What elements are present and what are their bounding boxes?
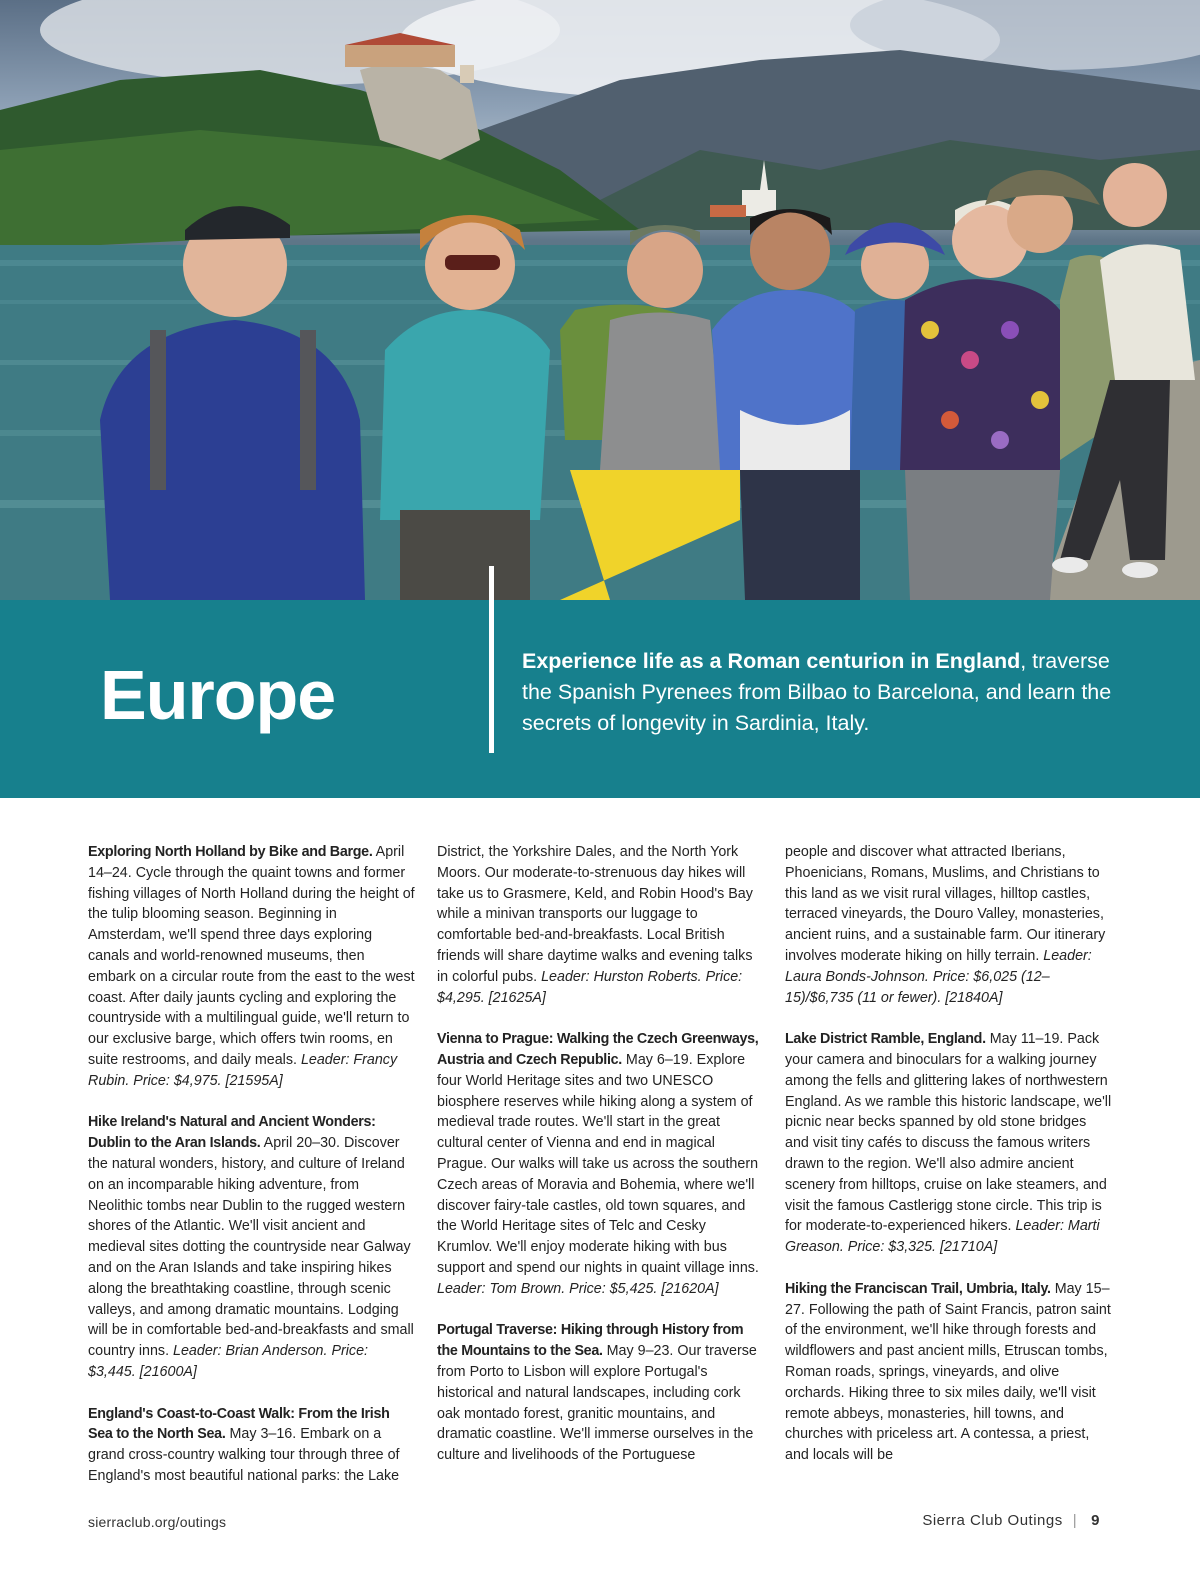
trip-body: May 6–19. Explore four World Heritage sites and two UNESCO biosphere reserves while hiking along a system of medieval trade routes. We'll start in the great cultural center of Vienna and end in magical Prague. Our walks will take us across the southern Czech areas of Moravia and Bohemia, where we'll discover fairy-tale castles, old town squares, and the World Heritage sites of Telc and Cesky Krumlov. We'll enjoy moderate hiking with bus support and spend our nights in quaint village inns.: [437, 1051, 759, 1276]
publication-name: Sierra Club Outings: [922, 1512, 1063, 1529]
trip-body-continued: District, the Yorkshire Dales, and the North York Moors. Our moderate-to-strenuous day hikes will take us to Grasmere, Keld, and Robin Hood's Bay while a minivan transports our luggage to comfortable bed-and-breakfasts. Local British friends will share daytime walks and evening talks in colorful pubs.: [437, 844, 753, 985]
trip-details: Leader: Laura Bonds-Johnson. Price: $6,025 (12–15)/$6,735 (11 or fewer). [21840A]: [785, 947, 1092, 1006]
divider-rule: [489, 566, 494, 753]
trip-listing: [88, 1112, 416, 1382]
trip-listing: [88, 842, 416, 1092]
trip-title: Portugal Traverse: Hiking through History from the Mountains to the Sea.: [437, 1322, 744, 1360]
trip-listing: [785, 1279, 1113, 1466]
article-column-1: [88, 842, 416, 1508]
trip-listing: [785, 1029, 1113, 1258]
trip-body-start: May 9–23. Our traverse from Porto to Lisbon will explore Portugal's historical and natural landscapes, including cork oak montado forest, granitic mountains, and dramatic coastline. We'll immerse ourselves in the culture and livelihoods of the Portuguese: [437, 1343, 757, 1464]
trip-body: April 14–24. Cycle through the quaint towns and former fishing villages of North Holland during the height of the tulip blooming season. Beginning in Amsterdam, we'll spend three days exploring canals and world-renowned museums, then embark on a circular route from the east to the west coast. After daily jaunts cycling and exploring the countryside with a multilingual guide, we'll return to our exclusive barge, which offers twin rooms, en suite restrooms, and daily meals.: [88, 844, 415, 1068]
section-title: Europe: [100, 656, 336, 734]
trip-body: May 15–27. Following the path of Saint Francis, patron saint of the environment, we'll hike through forests and wildflowers and past ancient mills, Etruscan tombs, Roman roads, springs, vineyards, and olive orchards. Hiking three to six miles daily, we'll visit remote abbeys, monasteries, hill towns, and churches with priceless art. A contessa, a priest, and locals will be: [785, 1280, 1111, 1464]
intro-highlight: Experience life as a Roman centurion in England: [522, 649, 1021, 673]
trip-details: Leader: Marti Greason. Price: $3,325. [21710A]: [785, 1218, 1100, 1256]
section-banner: [0, 600, 1200, 798]
trip-listing: [88, 1404, 416, 1487]
footer-url: sierraclub.org/outings: [88, 1514, 227, 1530]
trip-listing-continued: [785, 842, 1113, 1008]
trip-details: Leader: Francy Rubin. Price: $4,975. [21595A]: [88, 1051, 398, 1089]
trip-body: May 11–19. Pack your camera and binoculars for a walking journey among the fells and glittering lakes of northwestern England. As we ramble this historic landscape, we'll picnic near becks spanned by old stone bridges and visit tiny cafés to discuss the famous writers drawn to the region. We'll also admire ancient scenery from hilltops, cruise on lake steamers, and visit the famous Castlerigg stone circle. This trip is for moderate-to-experienced hikers.: [785, 1031, 1112, 1235]
hiker-figures: [100, 163, 1195, 600]
page-number: 9: [1091, 1512, 1100, 1529]
trip-title: Hiking the Franciscan Trail, Umbria, Italy.: [785, 1280, 1051, 1297]
trip-title: Hike Ireland's Natural and Ancient Wonders: Dublin to the Aran Islands.: [88, 1114, 376, 1152]
article-column-3: [785, 842, 1113, 1487]
intro-rest: , traverse the Spanish Pyrenees from Bilbao to Barcelona, and learn the secrets of longevity in Sardinia, Italy.: [522, 649, 1112, 735]
trip-listing-continued: [437, 842, 765, 1008]
trip-title: Vienna to Prague: Walking the Czech Greenways, Austria and Czech Republic.: [437, 1031, 759, 1068]
footer-publication: [922, 1512, 1100, 1529]
trip-listing: [437, 1320, 765, 1466]
hero-photo: [0, 0, 1200, 600]
trip-body-continued: people and discover what attracted Iberians, Phoenicians, Romans, Muslims, and Christians to this land as we visit rural villages, hilltop castles, terraced vineyards, the Douro Valley, monasteries, ancient ruins, and a sustainable farm. Our itinerary involves moderate hiking on hilly terrain.: [785, 844, 1106, 964]
footer-separator: |: [1072, 1512, 1078, 1529]
trip-body-start: May 3–16. Embark on a grand cross-country walking tour through three of England's most beautiful national parks: the Lake: [88, 1426, 400, 1484]
trip-title: Lake District Ramble, England.: [785, 1031, 986, 1048]
trip-title: England's Coast-to-Coast Walk: From the Irish Sea to the North Sea.: [88, 1405, 390, 1443]
trip-details: Leader: Brian Anderson. Price: $3,445. [21600A]: [88, 1343, 369, 1380]
trip-details: Leader: Tom Brown. Price: $5,425. [21620A]: [437, 1280, 719, 1297]
section-intro: [522, 646, 1142, 739]
trip-body: April 20–30. Discover the natural wonders, history, and culture of Ireland on an incomparable hiking adventure, from Neolithic tombs near Dublin to the rugged western shores of the Atlantic. We'll visit ancient and medieval sites dotting the countryside near Galway and on the Aran Islands and take inspiring hikes along the breathtaking coastline, through scenic valleys, and among dramatic mountains. Lodging will be in comfortable bed-and-breakfasts and small country inns.: [88, 1135, 414, 1360]
trip-listing: [437, 1029, 765, 1299]
hero-illustration: [0, 0, 1200, 600]
trip-title: Exploring North Holland by Bike and Barge.: [88, 844, 373, 860]
trip-details: Leader: Hurston Roberts. Price: $4,295. [21625A]: [437, 968, 743, 1006]
article-column-2: [437, 842, 765, 1487]
